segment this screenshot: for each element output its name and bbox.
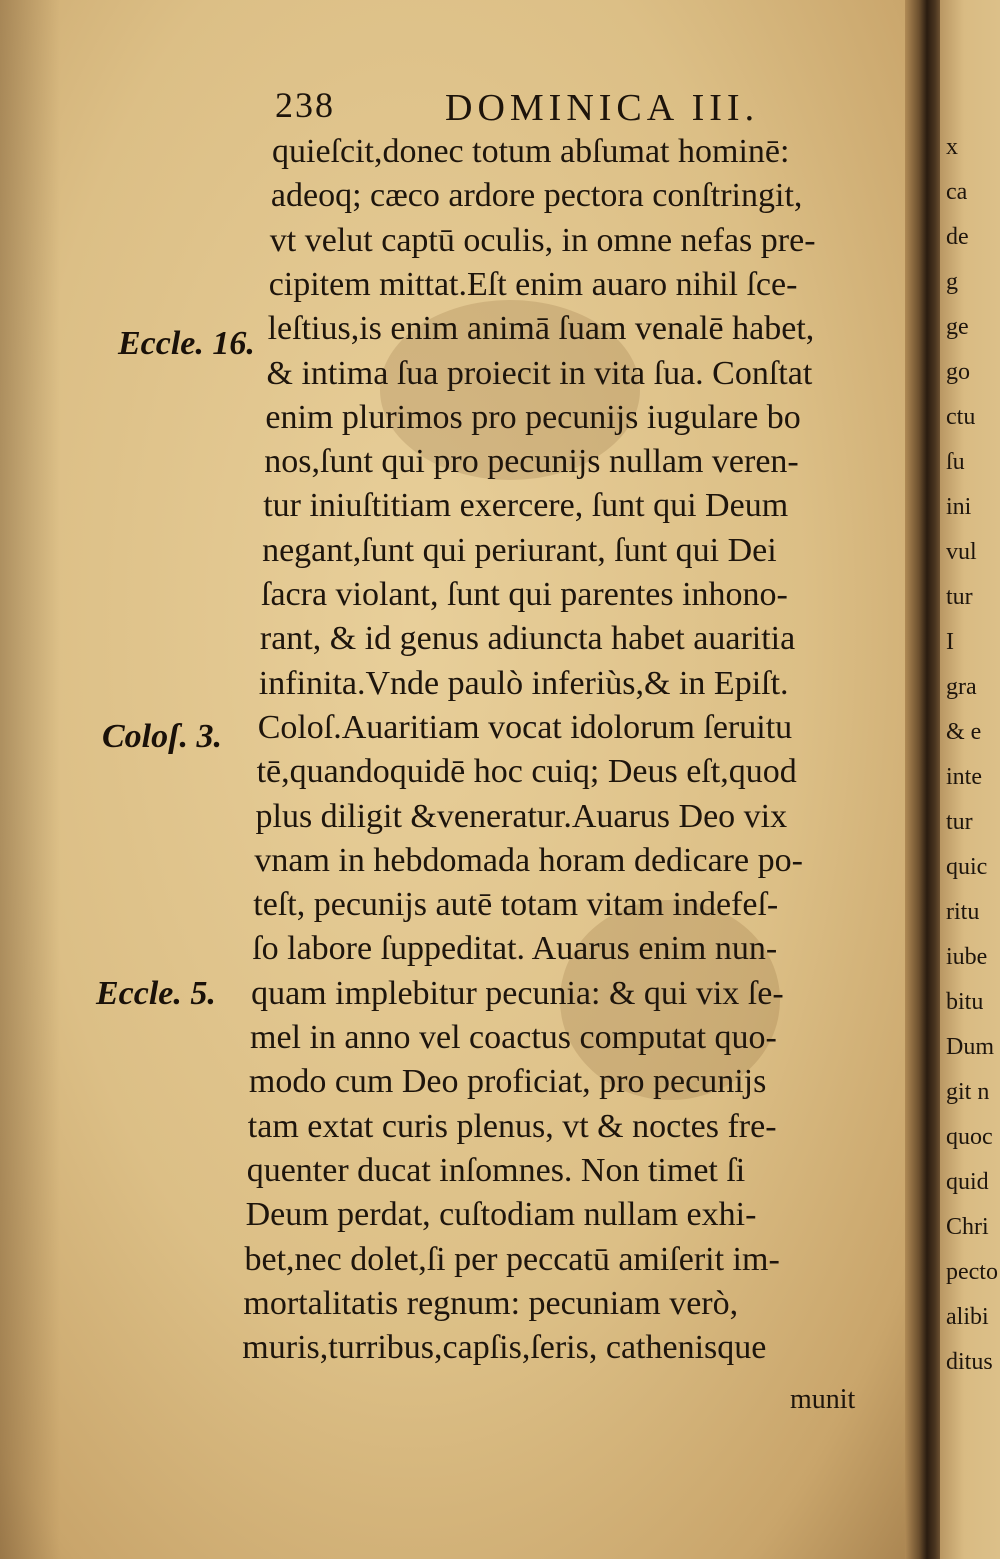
text-line: enim plurimos pro pecunijs iugulare bo [265, 398, 801, 436]
right-page-line: ditus [946, 1349, 993, 1375]
right-page-line: ca [946, 179, 968, 205]
text-line: mortalitatis regnum: pecuniam verò, [243, 1284, 739, 1322]
right-page-line: ge [946, 314, 969, 340]
right-page-line: de [946, 224, 969, 250]
text-line: ſacra violant, ſunt qui parentes inhono- [261, 576, 788, 613]
right-page-line: x [946, 134, 958, 160]
right-page-line: ſu [946, 449, 965, 475]
right-page-line: iube [946, 944, 988, 970]
right-page-line: quoc [946, 1124, 993, 1150]
right-page-line: Chri [946, 1214, 989, 1240]
margin-note: Coloſ. 3. [102, 718, 222, 755]
right-page-line: ini [946, 494, 972, 520]
text-line: & intima ſua proiecit in vita ſua. Conſtat [266, 354, 813, 392]
text-line: tur iniuſtitiam exercere, ſunt qui Deum [263, 487, 789, 525]
right-page-line: tur [946, 809, 973, 835]
text-line: ſo labore ſuppeditat. Auarus enim nun- [252, 930, 778, 968]
catchword: munit [790, 1384, 856, 1415]
right-page-line: Dum [946, 1034, 994, 1060]
right-page-line: git n [946, 1079, 990, 1105]
right-page-line: bitu [946, 989, 984, 1015]
right-page-line: alibi [946, 1304, 989, 1330]
running-head-title: DOMINICA III. [445, 87, 760, 129]
page-edge-shadow [0, 0, 60, 1559]
right-page-line: pecto [946, 1259, 998, 1285]
right-page-line: I [946, 629, 954, 655]
text-line: tē,quandoquidē hoc cuiq; Deus eſt,quod [256, 753, 797, 791]
text-line: plus diligit &veneratur.Auarus Deo vix [255, 797, 788, 835]
right-page-line: quid [946, 1169, 989, 1195]
text-line: teſt, pecunijs autē totam vitam indefeſ- [253, 886, 779, 924]
book-gutter [905, 0, 945, 1559]
text-line: nos,ſunt qui pro pecunijs nullam veren- [264, 443, 799, 481]
right-page-line: gra [946, 674, 977, 700]
text-line: muris,turribus,capſis,ſeris, cathenisque [242, 1329, 767, 1367]
text-line: cipitem mittat.Eſt enim auaro nihil ſce- [268, 265, 798, 303]
text-line: quam implebitur pecunia: & qui vix ſe- [251, 974, 784, 1012]
text-line: bet,nec dolet,ſi per peccatū amiſerit im- [244, 1240, 780, 1278]
right-page-line: ritu [946, 899, 980, 925]
right-page-line: quic [946, 854, 988, 880]
text-line: modo cum Deo proficiat, pro pecunijs [248, 1063, 767, 1101]
text-line: leſtius,is enim animā ſuam venalē habet, [267, 310, 815, 348]
text-line: rant, & id genus adiuncta habet auaritia [259, 620, 796, 658]
text-line: mel in anno vel coactus computat quo- [250, 1019, 777, 1056]
text-line: quieſcit,donec totum abſumat hominē: [272, 133, 790, 170]
right-page-line: vul [946, 539, 977, 565]
right-page-fragment [940, 0, 1000, 1559]
right-page-line: go [946, 359, 970, 385]
margin-note: Eccle. 5. [96, 975, 216, 1012]
text-line: Deum perdat, cuſtodiam nullam exhi- [245, 1196, 757, 1234]
text-line: adeoq; cæco ardore pectora conſtringit, [270, 177, 803, 215]
text-line: Coloſ.Auaritiam vocat idolorum ſeruitu [257, 708, 793, 746]
running-header [275, 84, 795, 134]
text-line: vnam in hebdomada horam dedicare po- [254, 841, 803, 879]
text-line: quenter ducat inſomnes. Non timet ſi [246, 1151, 746, 1189]
text-line: tam extat curis plenus, vt & noctes fre- [247, 1107, 777, 1145]
margin-note: Eccle. 16. [118, 325, 255, 362]
right-page-line: tur [946, 584, 973, 610]
right-page-line: & e [946, 719, 982, 745]
right-page-line: g [946, 269, 958, 295]
page-number: 238 [275, 85, 335, 125]
right-page-line: ctu [946, 404, 976, 430]
text-line: negant,ſunt qui periurant, ſunt qui Dei [262, 531, 777, 569]
text-line: infinita.Vnde paulò inferiùs,& in Epiſt. [258, 664, 789, 702]
right-page-line: inte [946, 764, 982, 790]
text-line: vt velut captū oculis, in omne nefas pre- [269, 221, 816, 259]
